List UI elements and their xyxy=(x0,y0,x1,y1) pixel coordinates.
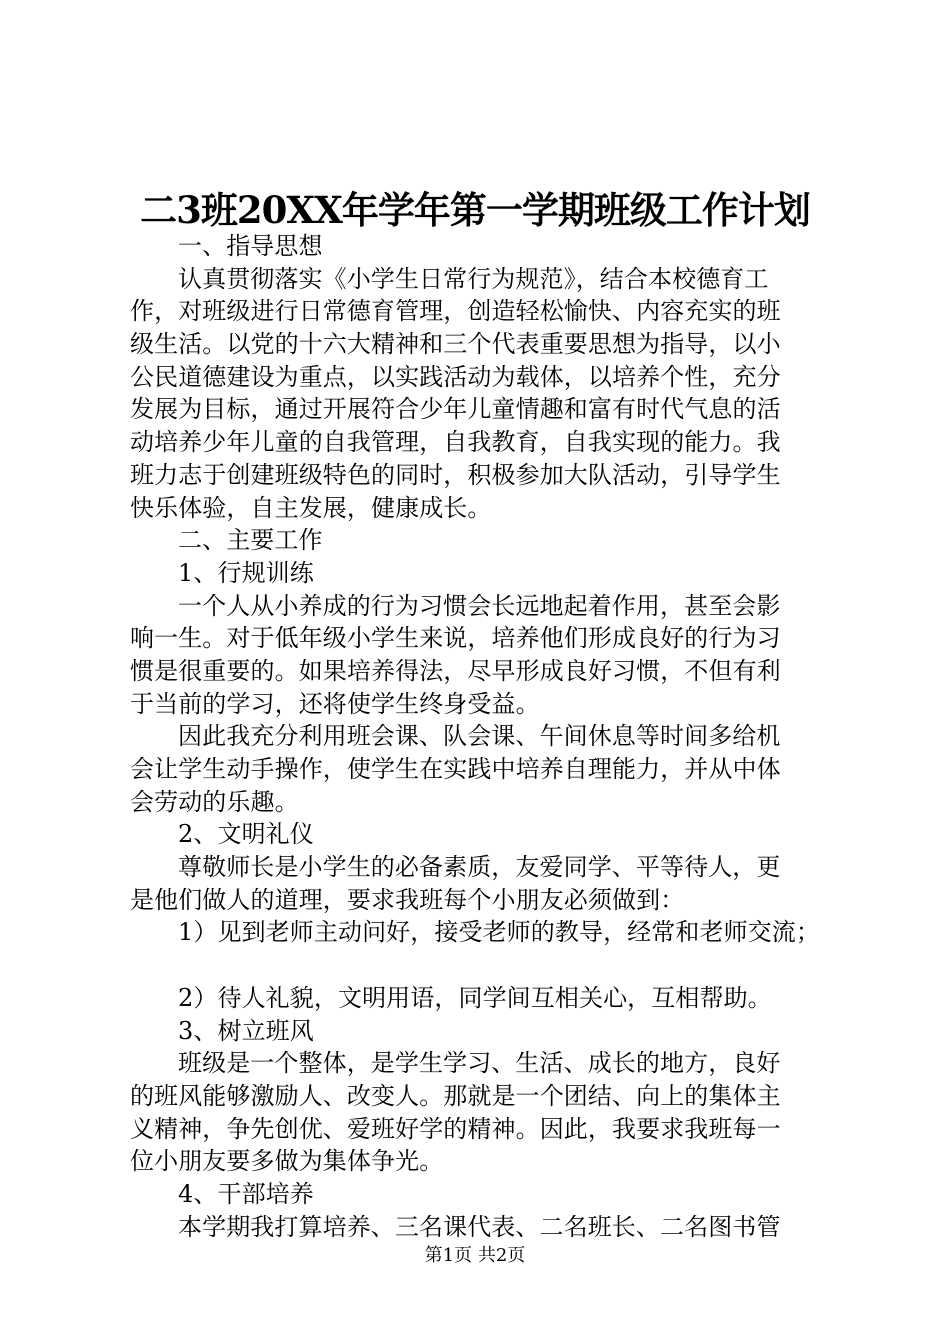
subsection-heading: 1、行规训练 xyxy=(178,558,314,587)
page-footer: 第1页 共2页 xyxy=(424,1245,526,1266)
paragraph-line: 义精神，争先创优、爱班好学的精神。因此，我要求我班每一 xyxy=(130,1114,781,1143)
list-item: 2）待人礼貌，文明用语，同学间互相关心，互相帮助。 xyxy=(178,983,772,1012)
paragraph-line: 于当前的学习，还将使学生终身受益。 xyxy=(130,689,540,718)
section-heading: 一、指导思想 xyxy=(178,232,323,260)
subsection-heading: 4、干部培养 xyxy=(178,1179,314,1208)
paragraph-line: 因此我充分利用班会课、队会课、午间休息等时间多给机 xyxy=(178,722,781,751)
document-body xyxy=(130,230,830,1243)
paragraph-line: 作，对班级进行日常德育管理，创造轻松愉快、内容充实的班 xyxy=(130,297,781,326)
paragraph-line: 会劳动的乐趣。 xyxy=(130,787,299,816)
paragraph-line: 响一生。对于低年级小学生来说，培养他们形成良好的行为习 xyxy=(130,624,781,653)
subsection-heading: 3、树立班风 xyxy=(178,1016,314,1045)
paragraph-line: 动培养少年儿童的自我管理，自我教育，自我实现的能力。我 xyxy=(130,428,781,457)
subsection-heading: 2、文明礼仪 xyxy=(178,820,314,849)
paragraph-line: 一个人从小养成的行为习惯会长远地起着作用，甚至会影 xyxy=(178,591,781,620)
paragraph-line: 惯是很重要的。如果培养得法，尽早形成良好习惯，不但有利 xyxy=(130,656,781,685)
paragraph-line: 会让学生动手操作，使学生在实践中培养自理能力，并从中体 xyxy=(130,755,781,783)
paragraph-line: 级生活。以党的十六大精神和三个代表重要思想为指导，以小 xyxy=(130,330,781,359)
paragraph-line: 位小朋友要多做为集体争光。 xyxy=(130,1147,444,1176)
paragraph-line: 公民道德建设为重点，以实践活动为载体，以培养个性，充分 xyxy=(130,362,781,391)
paragraph-line: 班级是一个整体，是学生学习、生活、成长的地方，良好 xyxy=(178,1049,781,1078)
section-heading: 二、主要工作 xyxy=(178,526,323,555)
paragraph-line: 本学期我打算培养、三名课代表、二名班长、二名图书管 xyxy=(178,1212,781,1241)
paragraph-line: 是他们做人的道理，要求我班每个小朋友必须做到： xyxy=(130,885,685,914)
document-title: 二3班20XX年学年第一学期班级工作计划 xyxy=(140,188,810,232)
paragraph-line: 尊敬师长是小学生的必备素质，友爱同学、平等待人，更 xyxy=(178,853,781,882)
list-item: 1）见到老师主动问好，接受老师的教导，经常和老师交流； xyxy=(178,918,820,947)
paragraph-line: 发展为目标，通过开展符合少年儿童情趣和富有时代气息的活 xyxy=(130,395,781,424)
blank-line xyxy=(130,949,830,982)
paragraph-line: 班力志于创建班级特色的同时，积极参加大队活动，引导学生 xyxy=(130,460,781,489)
paragraph-line: 快乐体验，自主发展，健康成长。 xyxy=(130,493,492,522)
paragraph-line: 认真贯彻落实《小学生日常行为规范》，结合本校德育工 xyxy=(178,264,769,293)
paragraph-line: 的班风能够激励人、改变人。那就是一个团结、向上的集体主 xyxy=(130,1081,781,1110)
